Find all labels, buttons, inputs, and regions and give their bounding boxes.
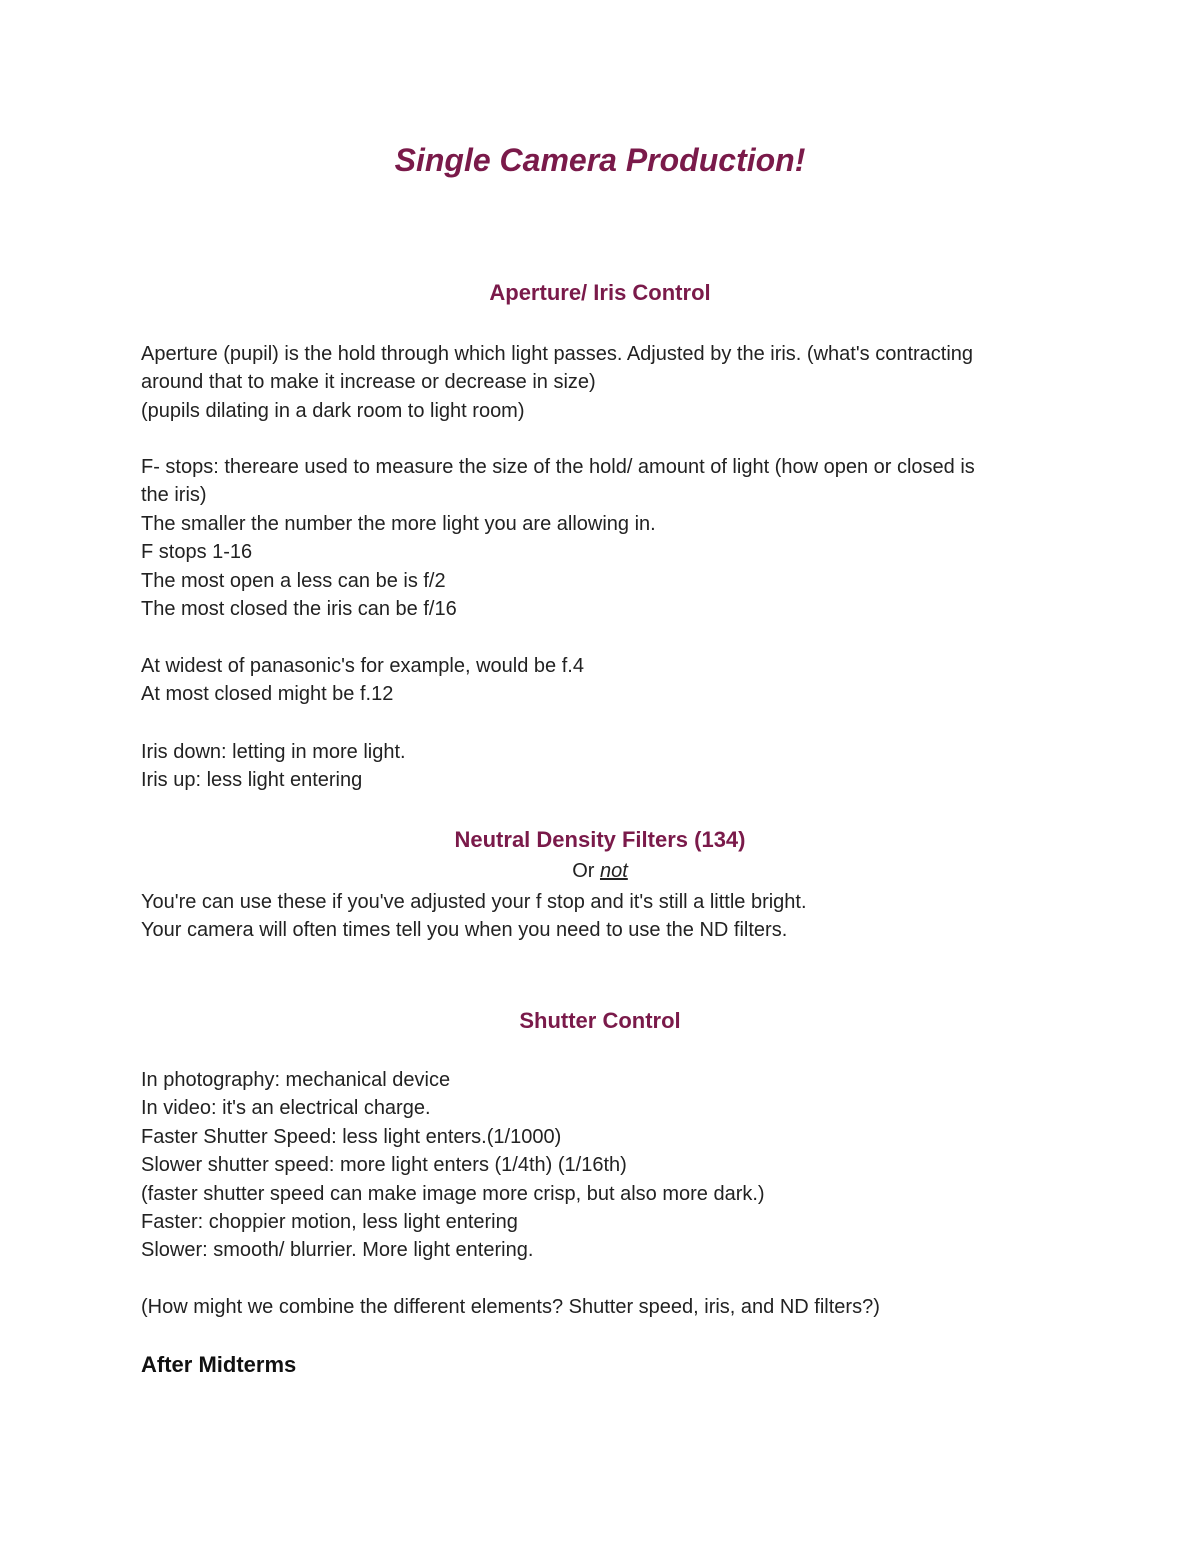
shutter-paragraph xyxy=(141,1066,1061,1265)
aperture-paragraph-panasonic xyxy=(141,652,1061,709)
text-line: Faster: choppier motion, less light entering xyxy=(141,1211,518,1234)
text-line: The most closed the iris can be f/16 xyxy=(141,598,457,621)
aperture-paragraph-1 xyxy=(141,340,1061,425)
text-line: Slower shutter speed: more light enters (1/4th) (1/16th) xyxy=(141,1154,627,1177)
text-line: F- stops: thereare used to measure the size of the hold/ amount of light (how open or closed is xyxy=(141,456,975,478)
nd-paragraph xyxy=(141,888,1061,945)
nd-or-emphasis: not xyxy=(599,860,628,882)
shutter-question xyxy=(141,1293,1061,1321)
text-line: The smaller the number the more light you are allowing in. xyxy=(141,512,656,535)
text-line: At widest of panasonic's for example, would be f.4 xyxy=(141,655,584,677)
text-line: In photography: mechanical device xyxy=(141,1069,451,1091)
aperture-paragraph-iris xyxy=(141,738,1061,795)
heading-after-midterms: After Midterms xyxy=(141,1352,297,1377)
text-line: F stops 1-16 xyxy=(141,541,253,564)
text-line: the iris) xyxy=(141,484,207,507)
text-line: Aperture (pupil) is the hold through which light passes. Adjusted by the iris. (what's contracting xyxy=(141,343,974,365)
heading-aperture-iris-control: Aperture/ Iris Control xyxy=(489,280,711,305)
text-line: You're can use these if you've adjusted your f stop and it's still a little bright. xyxy=(141,891,807,913)
text-line: The most open a less can be is f/2 xyxy=(141,569,446,592)
nd-or-prefix: Or xyxy=(572,860,600,882)
text-line: Faster Shutter Speed: less light enters.(1/1000) xyxy=(141,1125,562,1148)
aperture-paragraph-fstops xyxy=(141,453,1061,623)
heading-neutral-density-filters: Neutral Density Filters (134) xyxy=(454,827,746,852)
text-line: (How might we combine the different elements? Shutter speed, iris, and ND filters?) xyxy=(141,1296,880,1318)
text-line: At most closed might be f.12 xyxy=(141,683,394,706)
nd-or-not-line xyxy=(0,857,1200,885)
text-line: around that to make it increase or decrease in size) xyxy=(141,371,596,394)
heading-shutter-control: Shutter Control xyxy=(519,1008,681,1033)
document-title: Single Camera Production! xyxy=(394,142,806,178)
text-line: Slower: smooth/ blurrier. More light entering. xyxy=(141,1239,534,1262)
text-line: (pupils dilating in a dark room to light room) xyxy=(141,399,525,422)
text-line: (faster shutter speed can make image more crisp, but also more dark.) xyxy=(141,1182,765,1205)
text-line: In video: it's an electrical charge. xyxy=(141,1097,431,1120)
text-line: Your camera will often times tell you when you need to use the ND filters. xyxy=(141,919,788,942)
text-line: Iris down: letting in more light. xyxy=(141,741,406,763)
text-line: Iris up: less light entering xyxy=(141,769,363,792)
